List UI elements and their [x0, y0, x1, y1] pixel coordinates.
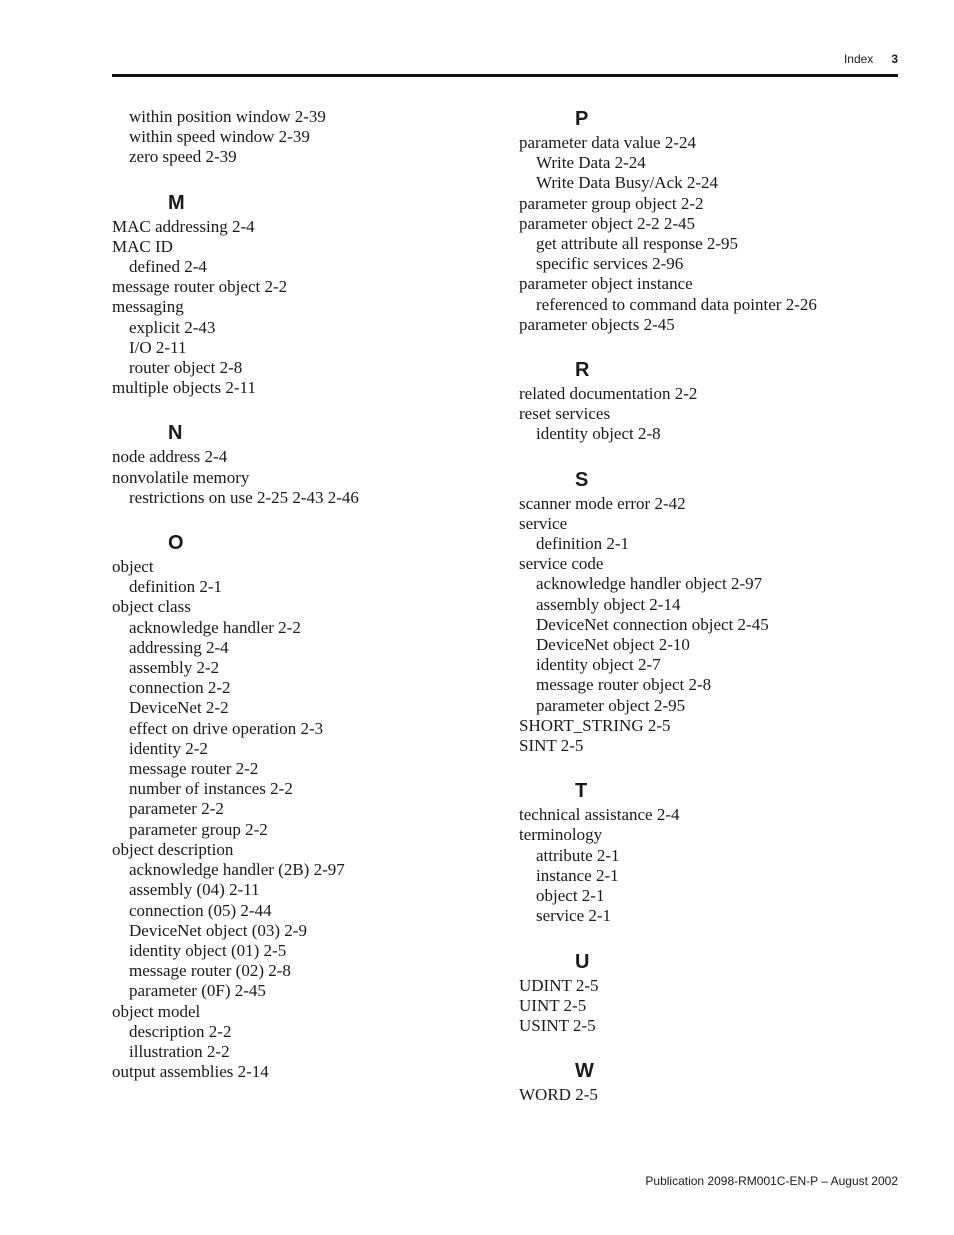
index-subentry: defined 2-4 — [129, 257, 207, 277]
index-subentry: get attribute all response 2-95 — [536, 234, 739, 254]
page-number: 3 — [891, 52, 898, 66]
index-subentry: identity object (01) 2-5 — [129, 940, 287, 960]
index-entry: reset services — [519, 404, 611, 424]
index-subentry: illustration 2-2 — [129, 1041, 230, 1061]
index-subentry: DeviceNet object 2-10 — [536, 635, 690, 655]
index-letter-heading: W — [575, 1060, 594, 1083]
index-subentry: definition 2-1 — [129, 577, 223, 597]
index-subentry: acknowledge handler (2B) 2-97 — [129, 860, 345, 880]
index-subentry: assembly 2-2 — [129, 658, 220, 678]
running-header — [844, 52, 898, 66]
index-entry: SHORT_STRING 2-5 — [519, 715, 671, 735]
index-subentry: message router 2-2 — [129, 759, 259, 779]
index-entry: technical assistance 2-4 — [519, 805, 680, 825]
index-letter-heading: N — [168, 422, 183, 445]
index-subentry: acknowledge handler object 2-97 — [536, 574, 763, 594]
index-subentry: parameter 2-2 — [129, 799, 224, 819]
index-subentry: referenced to command data pointer 2-26 — [536, 294, 817, 314]
index-entry: terminology — [519, 825, 603, 845]
index-column-left — [112, 107, 492, 1082]
index-letter-heading: T — [575, 780, 588, 803]
index-entry: UINT 2-5 — [519, 995, 587, 1015]
index-subentry: effect on drive operation 2-3 — [129, 718, 324, 738]
index-entry: service code — [519, 554, 604, 574]
index-entry: USINT 2-5 — [519, 1015, 596, 1035]
index-entry: scanner mode error 2-42 — [519, 493, 686, 513]
index-subentry: Write Data 2-24 — [536, 153, 646, 173]
index-subentry: within position window 2-39 — [129, 107, 326, 126]
index-letter-heading: O — [168, 532, 184, 555]
index-column-right — [519, 107, 899, 1105]
index-subentry: router object 2-8 — [129, 358, 243, 378]
index-entry: parameter object instance — [519, 274, 693, 294]
index-subentry: addressing 2-4 — [129, 637, 229, 657]
index-subentry: parameter group 2-2 — [129, 819, 268, 839]
header-rule — [112, 74, 898, 77]
index-entry: object class — [112, 597, 191, 617]
index-letter-heading: U — [575, 950, 590, 973]
index-entry: parameter objects 2-45 — [519, 314, 675, 334]
index-entry: parameter data value 2-24 — [519, 133, 696, 152]
index-subentry: assembly object 2-14 — [536, 594, 681, 614]
index-subentry: description 2-2 — [129, 1021, 232, 1041]
index-subentry: identity 2-2 — [129, 738, 208, 758]
index-subentry: connection 2-2 — [129, 678, 231, 698]
index-entry: parameter object 2-2 2-45 — [519, 213, 696, 233]
index-entry: service — [519, 513, 568, 533]
publication-footer: Publication 2098-RM001C-EN-P – August 2002 — [645, 1174, 898, 1188]
index-subentry: acknowledge handler 2-2 — [129, 617, 301, 637]
index-entry: messaging — [112, 297, 184, 317]
index-entry: nonvolatile memory — [112, 467, 250, 487]
index-subentry: number of instances 2-2 — [129, 779, 293, 799]
index-entry: multiple objects 2-11 — [112, 378, 256, 398]
index-entry: parameter group object 2-2 — [519, 193, 704, 213]
index-subentry: DeviceNet connection object 2-45 — [536, 614, 769, 634]
index-entry: WORD 2-5 — [519, 1085, 598, 1105]
index-subentry: identity object 2-7 — [536, 655, 661, 675]
index-subentry: DeviceNet 2-2 — [129, 698, 229, 718]
index-letter-heading: P — [575, 108, 589, 130]
index-subentry: message router (02) 2-8 — [129, 961, 291, 981]
index-subentry: identity object 2-8 — [536, 424, 661, 444]
index-entry: UDINT 2-5 — [519, 975, 599, 995]
index-subentry: definition 2-1 — [536, 534, 630, 554]
index-subentry: assembly (04) 2-11 — [129, 880, 260, 900]
index-subentry: DeviceNet object (03) 2-9 — [129, 920, 307, 940]
index-entry: related documentation 2-2 — [519, 384, 698, 404]
index-subentry: service 2-1 — [536, 906, 612, 926]
index-subentry: specific services 2-96 — [536, 254, 684, 274]
index-entry: message router object 2-2 — [112, 277, 288, 297]
index-subentry: instance 2-1 — [536, 865, 619, 885]
index-subentry: message router object 2-8 — [536, 675, 712, 695]
index-subentry: parameter (0F) 2-45 — [129, 981, 266, 1001]
index-subentry: zero speed 2-39 — [129, 147, 237, 167]
index-subentry: I/O 2-11 — [129, 337, 187, 357]
index-subentry: within speed window 2-39 — [129, 127, 310, 147]
index-entry: node address 2-4 — [112, 447, 228, 467]
index-entry: MAC ID — [112, 236, 173, 256]
index-letter-heading: S — [575, 468, 589, 491]
index-entry: object model — [112, 1001, 201, 1021]
index-subentry: Write Data Busy/Ack 2-24 — [536, 173, 719, 193]
index-entry: object description — [112, 839, 234, 859]
index-subentry: parameter object 2-95 — [536, 695, 686, 715]
index-subentry: restrictions on use 2-25 2-43 2-46 — [129, 487, 359, 507]
header-section-title: Index — [843, 52, 874, 66]
index-letter-heading: M — [168, 191, 185, 214]
index-subentry: object 2-1 — [536, 886, 605, 906]
index-entry: SINT 2-5 — [519, 736, 584, 756]
index-subentry: connection (05) 2-44 — [129, 900, 272, 920]
index-letter-heading: R — [575, 359, 590, 382]
index-entry: MAC addressing 2-4 — [112, 216, 255, 236]
index-subentry: explicit 2-43 — [129, 317, 216, 337]
index-entry: output assemblies 2-14 — [112, 1062, 269, 1082]
index-entry: object — [112, 557, 154, 577]
index-subentry: attribute 2-1 — [536, 845, 620, 865]
